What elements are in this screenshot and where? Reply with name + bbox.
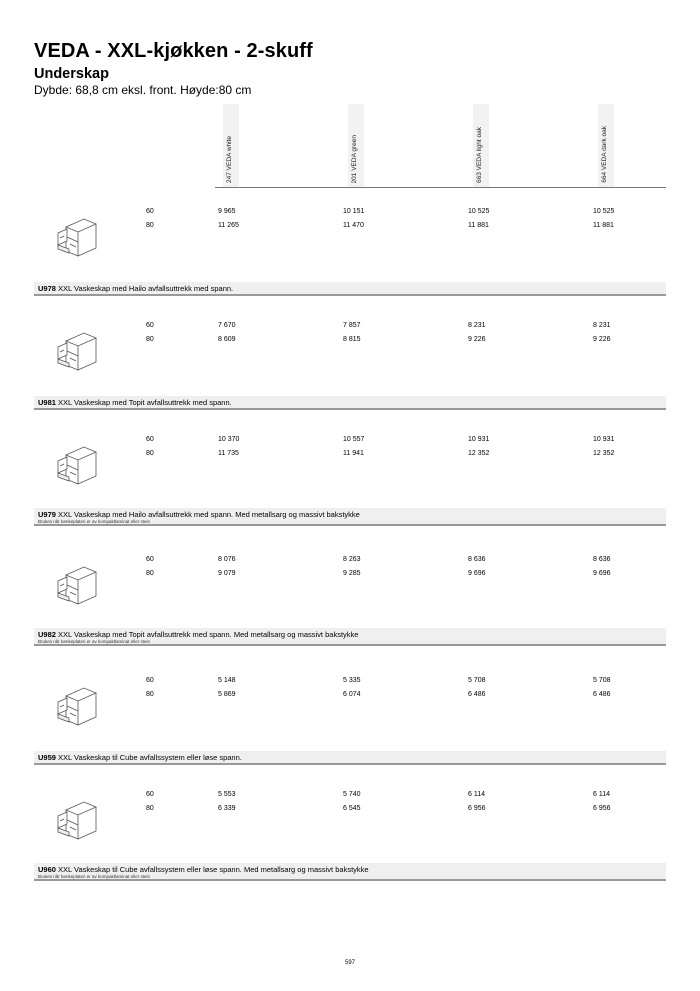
product-code: U979 xyxy=(38,510,56,519)
width-list xyxy=(146,553,154,580)
price-cell: 8 815 xyxy=(343,335,361,343)
price-cell: 8 609 xyxy=(218,335,236,343)
width-list xyxy=(146,433,154,460)
cabinet-thumbnail xyxy=(54,559,104,605)
price-cell: 5 708 xyxy=(593,677,611,684)
price-column xyxy=(468,674,486,701)
price-cell: 12 352 xyxy=(593,449,615,457)
width-value: 60 xyxy=(146,322,154,329)
product-description-bar xyxy=(34,628,666,646)
product-description-bar xyxy=(34,282,666,296)
price-column xyxy=(218,553,236,580)
price-cell: 12 352 xyxy=(468,449,490,457)
price-column xyxy=(343,319,361,346)
price-cell: 11 881 xyxy=(468,221,489,229)
price-column xyxy=(343,674,361,701)
product-code: U982 xyxy=(38,630,56,639)
price-cell: 9 079 xyxy=(218,569,236,577)
product-description-bar xyxy=(34,396,666,410)
price-cell: 6 545 xyxy=(343,804,361,812)
price-cell: 5 740 xyxy=(343,791,361,798)
price-column xyxy=(468,205,489,232)
width-value: 60 xyxy=(146,791,154,798)
width-list xyxy=(146,788,154,815)
price-cell: 8 231 xyxy=(468,322,486,329)
price-column xyxy=(468,553,486,580)
product-description-bar xyxy=(34,863,666,881)
price-cell: 10 525 xyxy=(468,208,490,215)
price-cell: 11 735 xyxy=(218,449,239,457)
price-column xyxy=(343,788,361,815)
product-code: U981 xyxy=(38,398,56,407)
product-text: XXL Vaskeskap til Cube avfallssystem eller løse spann. xyxy=(58,753,242,762)
price-cell: 6 339 xyxy=(218,804,236,812)
price-cell: 8 231 xyxy=(593,322,611,329)
price-column xyxy=(593,319,611,346)
width-value: 60 xyxy=(146,436,154,443)
price-cell: 9 696 xyxy=(468,569,486,577)
price-cell: 10 557 xyxy=(343,436,365,443)
price-cell: 5 553 xyxy=(218,791,236,798)
price-column xyxy=(468,788,486,815)
header-divider xyxy=(215,187,666,188)
width-value: 80 xyxy=(146,221,154,229)
product-description-bar xyxy=(34,508,666,526)
price-cell: 11 941 xyxy=(343,449,364,457)
price-cell: 6 114 xyxy=(593,791,610,798)
price-column xyxy=(218,433,239,460)
product-text: XXL Vaskeskap med Hailo avfallsuttrekk med spann. Med metallsarg og massivt bakstykke xyxy=(58,510,360,519)
width-list xyxy=(146,674,154,701)
width-list xyxy=(146,319,154,346)
price-cell: 9 226 xyxy=(468,335,486,343)
width-value: 60 xyxy=(146,677,154,684)
price-cell: 10 931 xyxy=(468,436,490,443)
product-text: XXL Vaskeskap med Topit avfallsuttrekk med spann. xyxy=(58,398,232,407)
price-cell: 9 696 xyxy=(593,569,611,577)
price-cell: 11 470 xyxy=(343,221,364,229)
price-cell: 9 226 xyxy=(593,335,611,343)
page-number: 597 xyxy=(344,960,355,966)
product-description xyxy=(38,753,242,762)
width-value: 80 xyxy=(146,690,154,698)
width-value: 60 xyxy=(146,556,154,563)
product-description xyxy=(38,510,360,519)
price-cell: 5 708 xyxy=(468,677,486,684)
column-header-white: 247 VEDA white xyxy=(223,104,239,187)
cabinet-thumbnail xyxy=(54,680,104,726)
price-column xyxy=(593,674,611,701)
width-value: 80 xyxy=(146,569,154,577)
product-text: XXL Vaskeskap med Hailo avfallsuttrekk med spann. xyxy=(58,284,234,293)
price-column xyxy=(218,788,236,815)
page-title: VEDA - XXL-kjøkken - 2-skuff xyxy=(34,40,313,62)
product-code: U978 xyxy=(38,284,56,293)
cabinet-thumbnail xyxy=(54,325,104,371)
width-value: 80 xyxy=(146,335,154,343)
price-cell: 6 956 xyxy=(593,804,611,812)
product-code: U960 xyxy=(38,865,56,874)
width-list xyxy=(146,205,154,232)
price-cell: 5 869 xyxy=(218,690,236,698)
price-column xyxy=(593,205,614,232)
price-column xyxy=(593,433,614,460)
price-column xyxy=(468,433,489,460)
product-note: Brukes når benkeplaten er av kompaktlaminat eller stein xyxy=(38,874,151,879)
product-text: XXL Vaskeskap med Topit avfallsuttrekk med spann. Med metallsarg og massivt bakstykke xyxy=(58,630,359,639)
cabinet-thumbnail xyxy=(54,439,104,485)
cabinet-thumbnail xyxy=(54,794,104,840)
product-description xyxy=(38,284,233,293)
price-column xyxy=(343,433,364,460)
price-cell: 5 335 xyxy=(343,677,361,684)
section-subtitle: Underskap xyxy=(34,66,109,82)
price-cell: 8 636 xyxy=(468,556,486,563)
product-code: U959 xyxy=(38,753,56,762)
product-note: Brukes når benkeplaten er av kompaktlaminat eller stein xyxy=(38,519,151,524)
price-cell: 6 074 xyxy=(343,690,361,698)
price-column xyxy=(343,553,361,580)
price-column xyxy=(218,205,239,232)
price-cell: 6 486 xyxy=(593,690,611,698)
price-cell: 8 636 xyxy=(593,556,611,563)
width-value: 80 xyxy=(146,804,154,812)
column-header-dark-oak: 664 VEDA dark oak xyxy=(598,104,614,187)
product-note: Brukes når benkeplaten er av kompaktlaminat eller stein xyxy=(38,639,151,644)
column-header-green: 201 VEDA green xyxy=(348,104,364,187)
price-cell: 6 486 xyxy=(468,690,486,698)
cabinet-thumbnail xyxy=(54,211,104,257)
width-value: 60 xyxy=(146,208,154,215)
product-description xyxy=(38,398,232,407)
product-text: XXL Vaskeskap til Cube avfallssystem eller løse spann. Med metallsarg og massivt bakstykke xyxy=(58,865,369,874)
price-column xyxy=(468,319,486,346)
price-column xyxy=(218,674,236,701)
price-column xyxy=(218,319,236,346)
price-cell: 9 965 xyxy=(218,208,236,215)
column-header-light-oak: 663 VEDA light oak xyxy=(473,104,489,187)
price-cell: 11 265 xyxy=(218,221,239,229)
price-column xyxy=(593,788,611,815)
price-cell: 7 670 xyxy=(218,322,236,329)
dimensions-text: Dybde: 68,8 cm eksl. front. Høyde:80 cm xyxy=(34,83,252,97)
price-cell: 9 285 xyxy=(343,569,361,577)
price-cell: 10 931 xyxy=(593,436,615,443)
price-cell: 8 076 xyxy=(218,556,236,563)
product-description xyxy=(38,630,358,639)
price-column xyxy=(593,553,611,580)
price-cell: 5 148 xyxy=(218,677,236,684)
price-column xyxy=(343,205,364,232)
price-cell: 10 370 xyxy=(218,436,240,443)
price-cell: 6 114 xyxy=(468,791,485,798)
product-description xyxy=(38,865,369,874)
price-cell: 8 263 xyxy=(343,556,361,563)
price-cell: 7 857 xyxy=(343,322,361,329)
product-description-bar xyxy=(34,751,666,765)
price-cell: 10 151 xyxy=(343,208,365,215)
price-cell: 10 525 xyxy=(593,208,615,215)
price-cell: 6 956 xyxy=(468,804,486,812)
price-cell: 11 881 xyxy=(593,221,614,229)
width-value: 80 xyxy=(146,449,154,457)
